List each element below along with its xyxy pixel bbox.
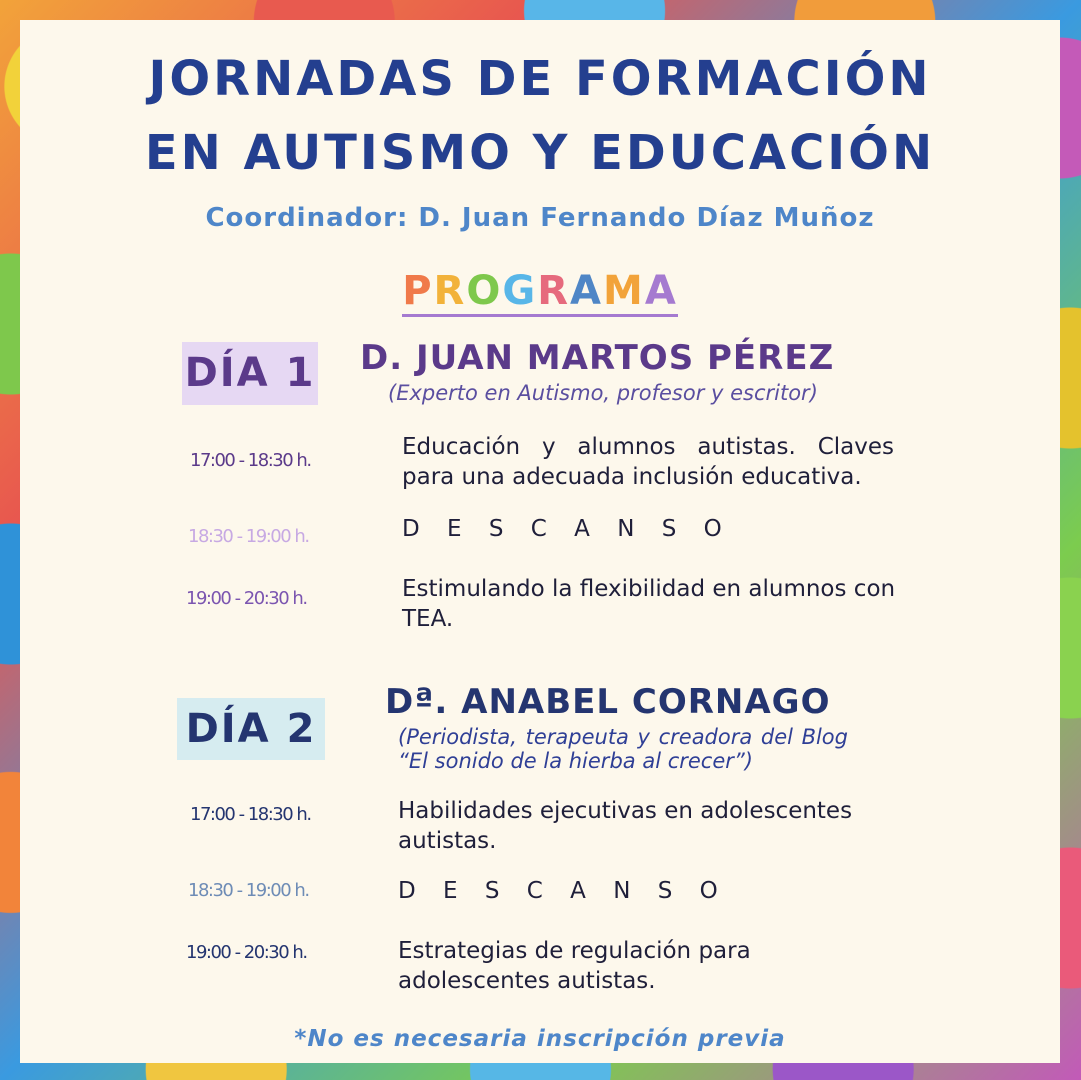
day-1-session-1-time: 17:00 - 18:30 h. bbox=[190, 450, 311, 471]
day-2-badge: DÍA 2 bbox=[177, 698, 325, 760]
programa-letter: A bbox=[644, 268, 678, 314]
footer-note: *No es necesaria inscripción previa bbox=[294, 1026, 786, 1052]
day-1-session-1-title: Educación y alumnos autistas. Claves para una adecuada inclusión educativa. bbox=[402, 434, 894, 490]
programa-letter: R bbox=[537, 268, 571, 314]
day-1-badge: DÍA 1 bbox=[182, 342, 318, 405]
day-1-break: D E S C A N S O bbox=[402, 516, 732, 542]
programa-letter: M bbox=[603, 268, 645, 314]
day-2-session-1-time: 17:00 - 18:30 h. bbox=[190, 804, 311, 825]
day-2-session-2-time: 18:30 - 19:00 h. bbox=[188, 880, 309, 901]
programa-letter: O bbox=[466, 268, 503, 314]
programa-letter: R bbox=[433, 268, 467, 314]
programa-word bbox=[402, 268, 678, 317]
day-1-speaker-role: (Experto en Autismo, profesor y escritor) bbox=[388, 381, 818, 405]
programa-heading bbox=[20, 268, 1060, 317]
day-2-break: D E S C A N S O bbox=[398, 878, 728, 904]
title-line-1: JORNADAS DE FORMACIÓN bbox=[148, 51, 932, 107]
title-line-2: EN AUTISMO Y EDUCACIÓN bbox=[144, 125, 936, 181]
program-panel bbox=[20, 20, 1060, 1063]
day-1-session-2-time: 18:30 - 19:00 h. bbox=[188, 526, 309, 547]
day-2-session-3-title: Estrategias de regulación para adolescentes autistas. bbox=[398, 938, 751, 994]
coordinator-text: Coordinador: D. Juan Fernando Díaz Muñoz bbox=[205, 203, 875, 233]
day-1-speaker: D. JUAN MARTOS PÉREZ bbox=[360, 338, 835, 378]
programa-letter: A bbox=[570, 268, 603, 314]
programa-letter: G bbox=[502, 268, 538, 314]
day-2-speaker: Dª. ANABEL CORNAGO bbox=[385, 682, 831, 722]
day-2-speaker-role: (Periodista, terapeuta y creadora del Blog “El sonido de la hierba al crecer”) bbox=[398, 725, 848, 773]
programa-letter: P bbox=[402, 268, 434, 314]
day-1-session-3-title: Estimulando la flexibilidad en alumnos con TEA. bbox=[402, 576, 896, 632]
day-2-session-1-title: Habilidades ejecutivas en adolescentes autistas. bbox=[398, 798, 853, 854]
day-2-session-3-time: 19:00 - 20:30 h. bbox=[186, 942, 307, 963]
day-1-session-3-time: 19:00 - 20:30 h. bbox=[186, 588, 307, 609]
